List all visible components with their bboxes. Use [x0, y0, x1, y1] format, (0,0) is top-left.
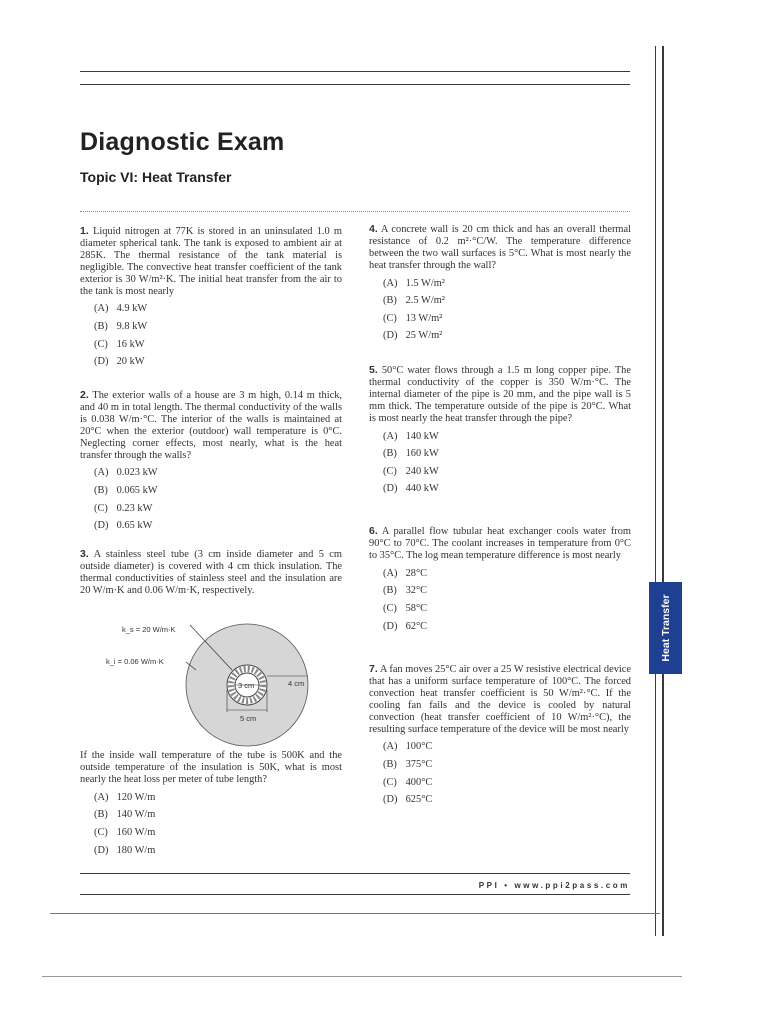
option[interactable]: (A) 0.023 kW — [94, 467, 158, 479]
header-dotted-rule — [80, 211, 630, 212]
question-1 — [80, 226, 342, 371]
option[interactable]: (B) 9.8 kW — [94, 321, 148, 333]
ks-label: k_s = 20 W/m·K — [122, 625, 176, 634]
option[interactable]: (A) 140 kW — [383, 430, 439, 442]
vertical-rule-left — [655, 46, 656, 936]
question-text: A fan moves 25°C air over a 25 W resistive electrical device that has a uniform surface temperature of 100°C. The forced convection heat transfer coefficient is 50 W/m²·°C. If the cooling fan fails and the device is cooled by natural convection (heat transfer coefficient of 10 W/m²·°C), the resulting surface temperature of the device will be most nearly — [369, 664, 631, 735]
insulated-tube-diagram — [100, 612, 350, 750]
option[interactable]: (A) 1.5 W/m² — [383, 277, 445, 289]
ki-label: k_i = 0.06 W/m·K — [106, 657, 164, 666]
question-text: Liquid nitrogen at 77K is stored in an uninsulated 1.0 m diameter spherical tank. The tank is exposed to ambient air at 285K. The thermal resistance of the tank material is negligible. The convective heat transfer coefficient of the tank exterior is 30 W/m²·K. The initial heat transfer from the air to the tank is most nearly — [80, 226, 342, 297]
page-subtitle: Topic VI: Heat Transfer — [80, 169, 232, 185]
option[interactable]: (B) 160 kW — [383, 448, 439, 460]
options-list — [383, 275, 631, 345]
question-7 — [369, 664, 631, 809]
option[interactable]: (B) 32°C — [383, 585, 428, 597]
options-list — [94, 300, 342, 370]
question-number: 4. — [369, 223, 378, 235]
option[interactable]: (D) 62°C — [383, 620, 428, 632]
question-text: A concrete wall is 20 cm thick and has an overall thermal resistance of 0.2 m²·°C/W. The temperature difference between the two wall surfaces is 5°C. What is most nearly the heat transfer through the wall? — [369, 224, 631, 271]
side-tab-label: Heat Transfer — [659, 594, 672, 662]
question-number: 5. — [369, 364, 378, 376]
option[interactable]: (B) 140 W/m — [94, 809, 156, 821]
question-5 — [369, 365, 631, 498]
option[interactable]: (C) 0.23 kW — [94, 502, 153, 514]
options-list — [383, 738, 631, 808]
question-number: 2. — [80, 389, 89, 401]
options-list — [94, 789, 342, 859]
insulation-thickness-label: 4 cm — [288, 679, 305, 688]
options-list — [383, 428, 631, 498]
option[interactable]: (D) 625°C — [383, 794, 433, 806]
page-title: Diagnostic Exam — [80, 128, 285, 156]
option[interactable]: (B) 2.5 W/m² — [383, 295, 445, 307]
vertical-rule-right — [662, 46, 664, 936]
footer-rule-1 — [80, 873, 630, 874]
option[interactable]: (D) 25 W/m² — [383, 330, 443, 342]
footer-url: PPI • www.ppi2pass.com — [478, 881, 630, 890]
option[interactable]: (A) 4.9 kW — [94, 303, 148, 315]
option[interactable]: (C) 400°C — [383, 776, 433, 788]
option[interactable]: (A) 100°C — [383, 741, 433, 753]
question-text: If the inside wall temperature of the tube is 500K and the outside temperature of the insulation is 50K, what is most nearly the heat loss per meter of tube length? — [80, 750, 342, 785]
question-4 — [369, 224, 631, 345]
question-2 — [80, 390, 342, 535]
option[interactable]: (D) 180 W/m — [94, 844, 156, 856]
question-text: A parallel flow tubular heat exchanger cools water from 90°C to 70°C. The coolant increases in temperature from 0°C to 35°C. The log mean temperature difference is most nearly — [369, 526, 631, 561]
option[interactable]: (C) 160 W/m — [94, 826, 156, 838]
question-number: 3. — [80, 548, 89, 560]
option[interactable]: (C) 58°C — [383, 602, 428, 614]
top-rule-2 — [80, 84, 630, 85]
question-text: 50°C water flows through a 1.5 m long copper pipe. The thermal conductivity of the copper is 350 W/m·°C. The internal diameter of the pipe is 20 mm, and the pipe wall is 5 mm thick. The temperature outside of the pipe is 20°C. What is most nearly the heat transfer through the pipe? — [369, 365, 631, 424]
question-3-continued — [80, 750, 342, 859]
footer-rule-2 — [80, 894, 630, 895]
option[interactable]: (D) 20 kW — [94, 356, 145, 368]
question-number: 6. — [369, 525, 378, 537]
outer-diameter-label: 5 cm — [240, 714, 257, 723]
option[interactable]: (C) 240 kW — [383, 465, 439, 477]
option[interactable]: (C) 13 W/m² — [383, 312, 443, 324]
option[interactable]: (A) 28°C — [383, 567, 428, 579]
section-side-tab — [649, 582, 682, 674]
option[interactable]: (D) 0.65 kW — [94, 520, 153, 532]
inner-diameter-label: 3 cm — [238, 681, 255, 690]
question-number: 7. — [369, 663, 378, 675]
options-list — [94, 464, 342, 534]
question-text: A stainless steel tube (3 cm inside diameter and 5 cm outside diameter) is covered with 4 cm thick insulation. The thermal conductivities of stainless steel and the insulation are 20 W/m·K and 0.06 W/m·K, respectively. — [80, 549, 342, 596]
bottom-scan-rule — [50, 913, 660, 914]
options-list — [383, 565, 631, 635]
option[interactable]: (D) 440 kW — [383, 483, 439, 495]
top-rule-1 — [80, 71, 630, 72]
option[interactable]: (C) 16 kW — [94, 338, 145, 350]
question-6 — [369, 526, 631, 635]
bottom-page-rule — [42, 976, 682, 977]
question-3 — [80, 549, 342, 597]
option[interactable]: (A) 120 W/m — [94, 791, 156, 803]
question-number: 1. — [80, 225, 89, 237]
option[interactable]: (B) 375°C — [383, 759, 433, 771]
question-text: The exterior walls of a house are 3 m high, 0.14 m thick, and 40 m in total length. The thermal conductivity of the walls is 0.038 W/m·°C. The interior of the walls is maintained at 20°C when the exterior (outdoor) wall temperature is 0°C. Neglecting corner effects, most nearly, what is the heat transfer through the walls? — [80, 390, 342, 461]
option[interactable]: (B) 0.065 kW — [94, 485, 158, 497]
